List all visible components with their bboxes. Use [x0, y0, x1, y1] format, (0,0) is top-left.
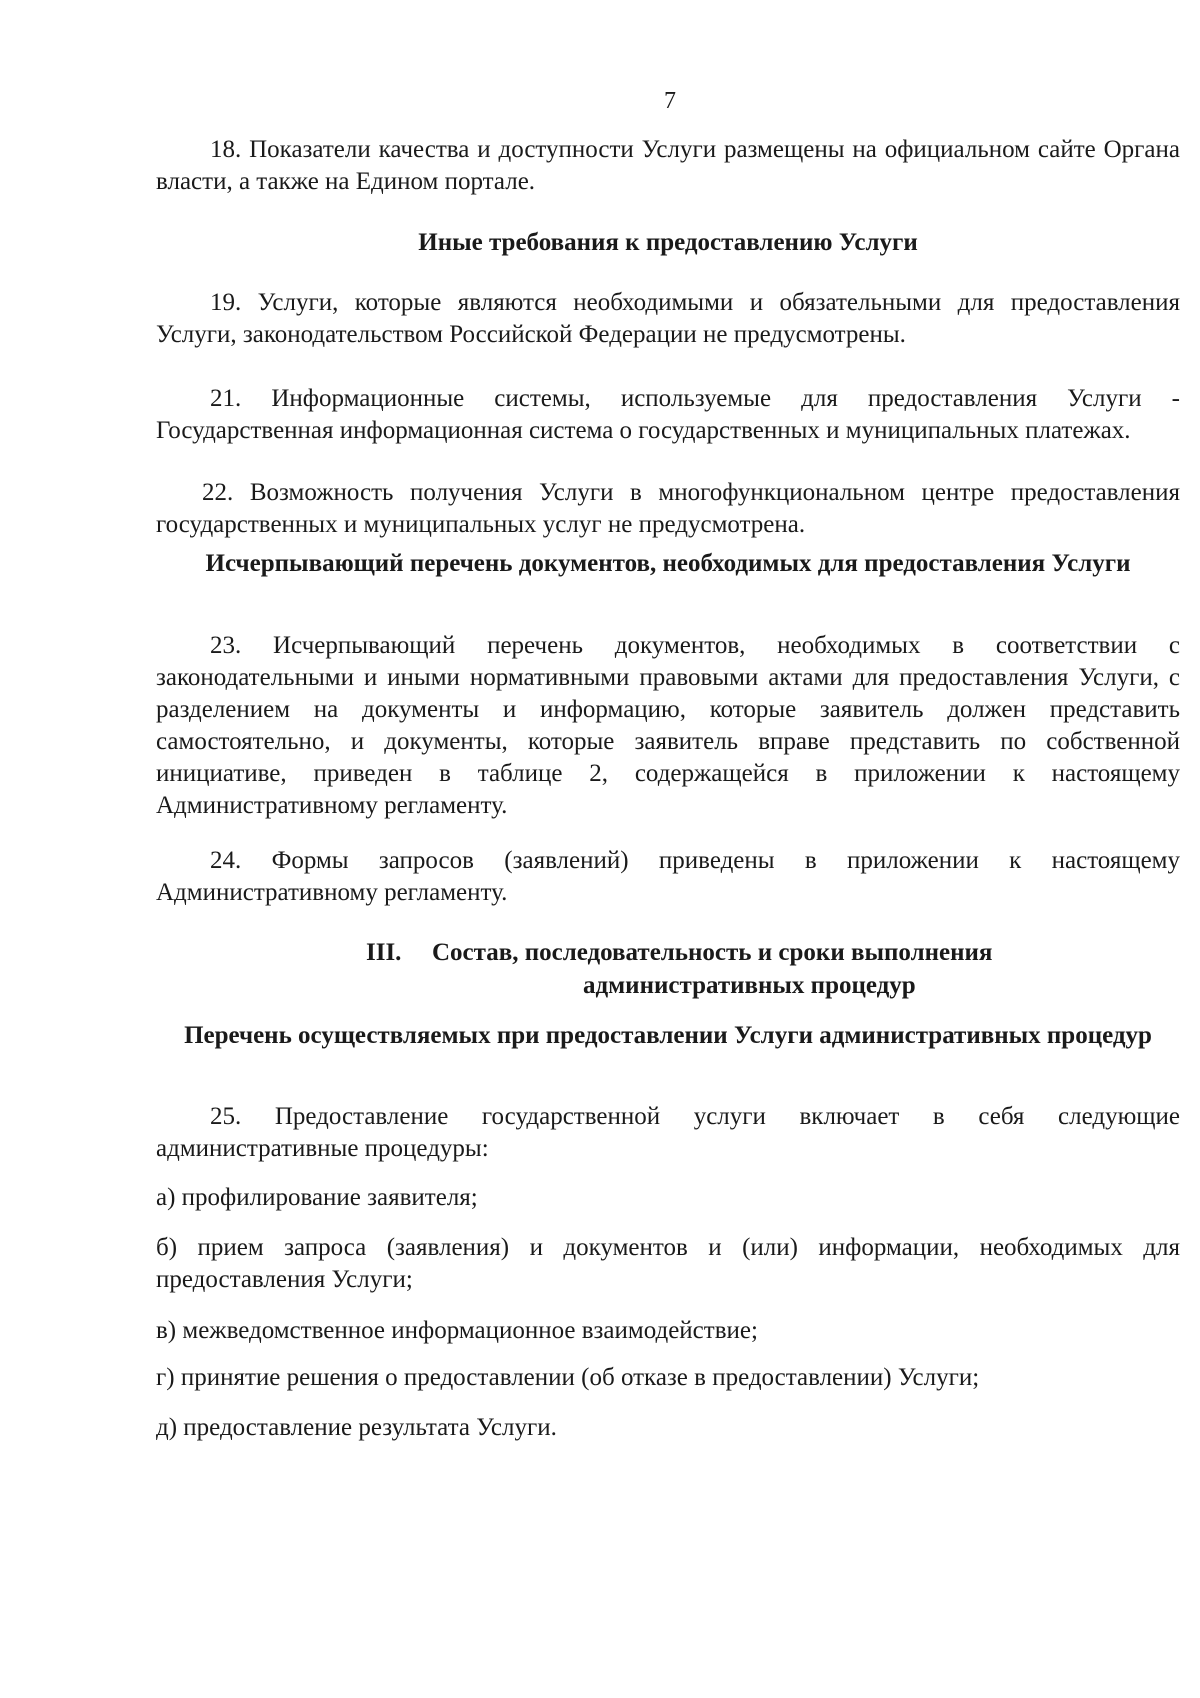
- paragraph-21: 21. Информационные системы, используемые для предоставления Услуги - Государственная информационная система о государственных и муниципальных платежах.: [156, 385, 1180, 444]
- section-3-number: III.: [366, 939, 402, 966]
- list-item-b: б) прием запроса (заявления) и документов и (или) информации, необходимых для предоставления Услуги;: [156, 1234, 1180, 1293]
- paragraph-23: 23. Исчерпывающий перечень документов, необходимых в соответствии с законодательными и иными нормативными правовыми актами для предоставления Услуги, с разделением на документы и информацию, которые заявитель должен представить самостоятельно, и документы, которые заявитель вправе представить по собственной инициативе, приведен в таблице 2, содержащейся в приложении к настоящему Административному регламенту.: [156, 632, 1180, 819]
- section-3-title: [156, 936, 1180, 1002]
- paragraph-22: 22. Возможность получения Услуги в многофункциональном центре предоставления государственных и муниципальных услуг не предусмотрена.: [156, 479, 1180, 538]
- section-3-title-line-1: Состав, последовательность и сроки выполнения: [432, 939, 993, 966]
- page-number: 7: [664, 88, 676, 114]
- heading-documents-list: Исчерпывающий перечень документов, необходимых для предоставления Услуги: [205, 550, 1131, 577]
- list-item-d: д) предоставление результата Услуги.: [156, 1414, 557, 1441]
- heading-other-requirements: Иные требования к предоставлению Услуги: [418, 229, 918, 256]
- paragraph-18: 18. Показатели качества и доступности Услуги размещены на официальном сайте Органа власти, а также на Едином портале.: [156, 136, 1180, 195]
- heading-procedures-list: Перечень осуществляемых при предоставлении Услуги административных процедур: [184, 1022, 1152, 1049]
- section-3-title-line-2: административных процедур: [583, 972, 916, 999]
- paragraph-25: 25. Предоставление государственной услуги включает в себя следующие административные процедуры:: [156, 1103, 1180, 1162]
- list-item-v: в) межведомственное информационное взаимодействие;: [156, 1317, 758, 1344]
- paragraph-24: 24. Формы запросов (заявлений) приведены в приложении к настоящему Административному регламенту.: [156, 847, 1180, 906]
- paragraph-19: 19. Услуги, которые являются необходимыми и обязательными для предоставления Услуги, законодательством Российской Федерации не предусмотрены.: [156, 289, 1180, 348]
- list-item-a: а) профилирование заявителя;: [156, 1184, 478, 1211]
- list-item-g: г) принятие решения о предоставлении (об отказе в предоставлении) Услуги;: [156, 1364, 980, 1391]
